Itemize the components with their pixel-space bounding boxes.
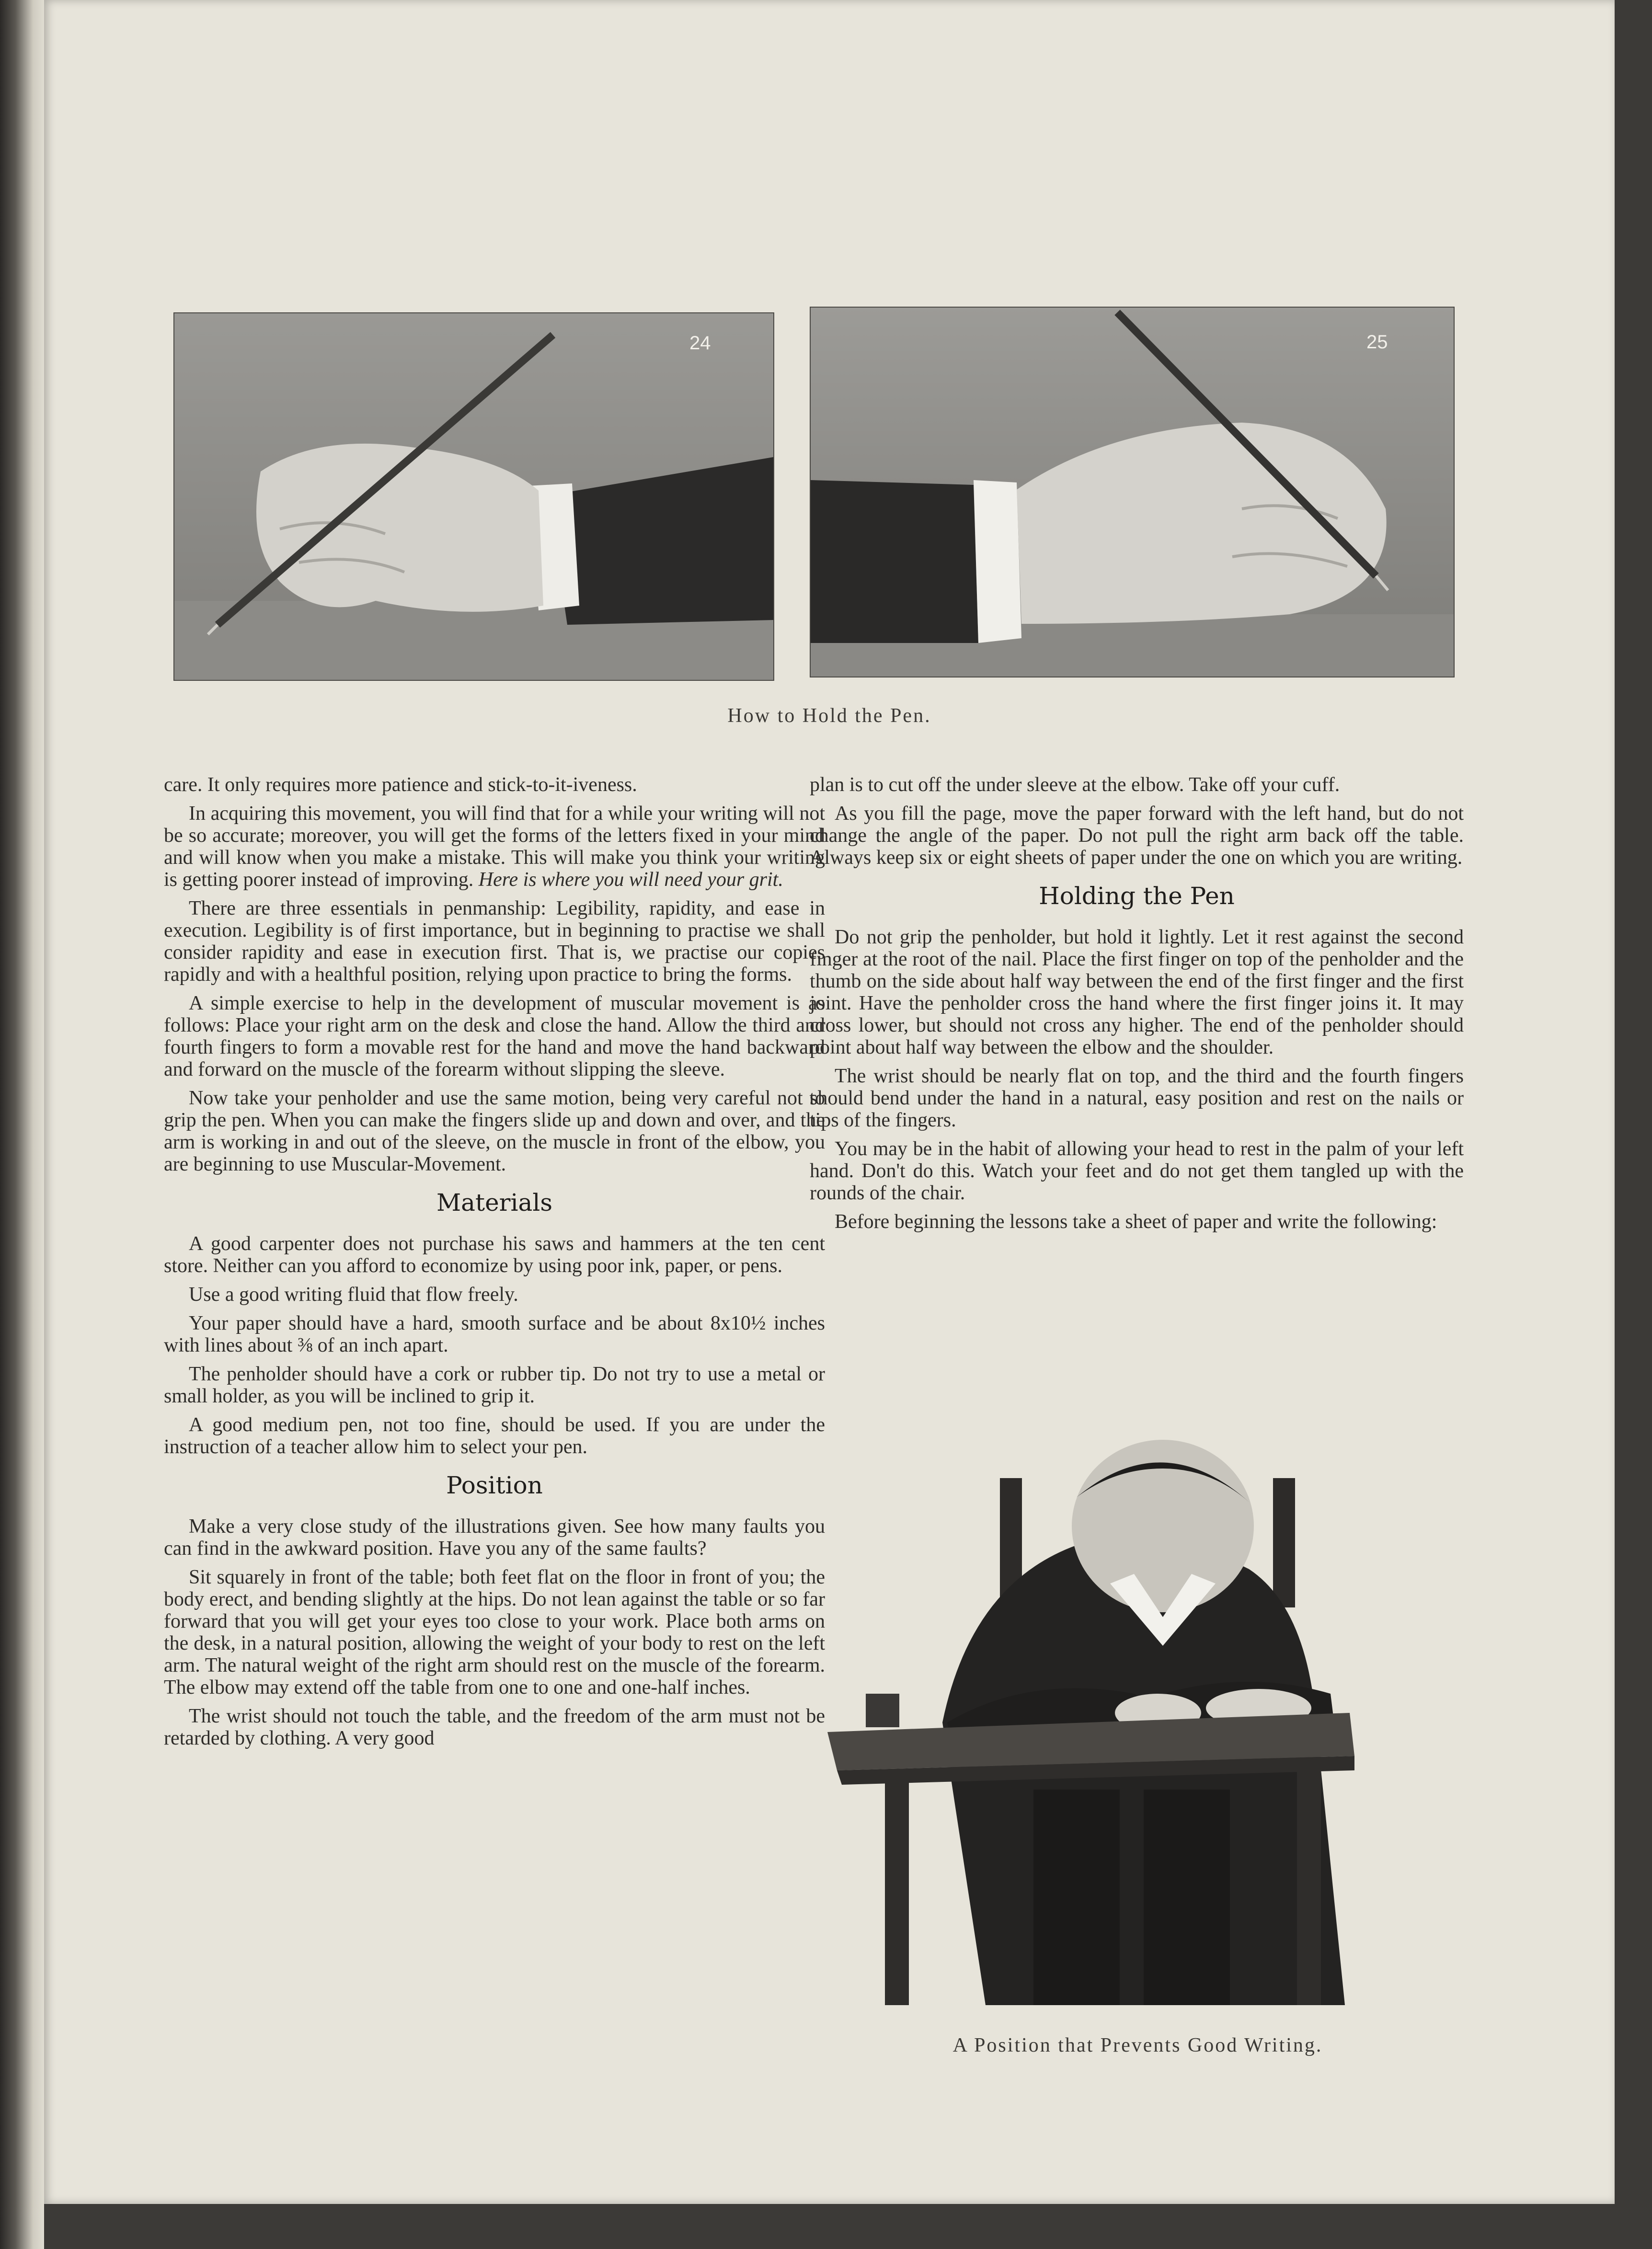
acquiring-text: In acquiring this movement, you will find that for a while your writing will not be so accurate; moreover, you will get the forms of the letters fixed in your mind and will know when you make a mistake. This will make you think your writing is getting poorer instead of improving. (164, 803, 825, 891)
plate-number-25: 25 (1366, 332, 1388, 353)
grit-emphasis: Here is where you will need your grit. (478, 869, 783, 891)
bad-writing-position-photo (827, 1425, 1450, 2005)
paragraph-wrist-clothing: The wrist should not touch the table, and the freedom of the arm must not be retarded by clothing. A very good (164, 1705, 825, 1749)
materials-heading: Materials (436, 1189, 553, 1216)
right-text-column (810, 774, 1464, 1239)
paragraph-three-essentials: There are three essentials in penmanship: Legibility, rapidity, and ease in execution. Legibility is of first importance, but in beginning to practise we shall consider rapidity and ease in execution first. That is, we practise our copies rapidly and with a healthful position, relying upon practice to bring the forms. (164, 897, 825, 986)
paragraph-writing-fluid: Use a good writing fluid that flow freely. (189, 1284, 518, 1306)
paragraph-medium-pen: A good medium pen, not too fine, should be used. If you are under the instruction of a teacher allow him to select your pen. (164, 1414, 825, 1458)
paragraph-sit-squarely: Sit squarely in front of the table; both feet flat on the floor in front of you; the body erect, and bending slightly at the hips. Do not lean against the table or so far forward that you will get your eyes too close to your work. Place both arms on the desk, in a natural position, allowing the weight of your body to rest on the left arm. The natural weight of the right arm should rest on the muscle of the forearm. The elbow may extend off the table from one to one and one-half inches. (164, 1566, 825, 1698)
pen-grip-illustration-25 (811, 308, 1454, 677)
paragraph-before-lessons: Before beginning the lessons take a sheet of paper and write the following: (835, 1211, 1437, 1233)
left-text-column (164, 774, 825, 1756)
pen-grip-illustration-24 (174, 313, 773, 680)
paragraph-simple-exercise: A simple exercise to help in the development of muscular movement is as follows: Place your right arm on the desk and close the hand. Allow the third and fourth fingers to form a movable rest for the hand and move the hand backward and forward on the muscle of the forearm without slipping the sleeve. (164, 992, 825, 1080)
paragraph-wrist-flat: The wrist should be nearly flat on top, and the third and the fourth fingers should bend under the hand in a natural, easy position and rest on the nails or tips of the fingers. (810, 1065, 1464, 1131)
pen-figure-caption: How to Hold the Pen. (727, 705, 931, 727)
paragraph-care: care. It only requires more patience and stick-to-it-iveness. (164, 774, 637, 796)
plate-number-24: 24 (689, 333, 711, 354)
hand-holding-pen-photo-25 (810, 307, 1455, 677)
book-spine (0, 0, 44, 2249)
paragraph-penholder-motion: Now take your penholder and use the same motion, being very careful not to grip the pen. When you can make the fingers slide up and down and over, and the arm is working in and out of the sleeve, on the muscle in front of the elbow, you are beginning to use Muscular-Movement. (164, 1087, 825, 1175)
paragraph-grip-lightly: Do not grip the penholder, but hold it lightly. Let it rest against the second finger at the root of the nail. Place the first finger on top of the penholder and the thumb on the side about half way between the end of the first finger and the first joint. Have the penholder cross the hand where the first finger joins it. It may cross lower, but should not cross any higher. The end of the penholder should point about half way between the elbow and the shoulder. (810, 926, 1464, 1058)
paragraph-paper: Your paper should have a hard, smooth surface and be about 8x10½ inches with lines about ⅜ of an inch apart. (164, 1312, 825, 1356)
paragraph-head-rest: You may be in the habit of allowing your head to rest in the palm of your left hand. Don't do this. Watch your feet and do not get them tangled up with the rounds of the chair. (810, 1138, 1464, 1204)
paragraph-penholder-tip: The penholder should have a cork or rubber tip. Do not try to use a metal or small holder, as you will be inclined to grip it. (164, 1363, 825, 1407)
position-heading: Position (446, 1471, 543, 1499)
position-figure-caption: A Position that Prevents Good Writing. (952, 2034, 1323, 2056)
paragraph-acquiring-movement (164, 803, 825, 891)
book-page (44, 0, 1615, 2204)
paragraph-carpenter: A good carpenter does not purchase his saws and hammers at the ten cent store. Neither can you afford to economize by using poor ink, paper, or pens. (164, 1233, 825, 1277)
hand-holding-pen-photo-24 (173, 312, 774, 681)
paragraph-fill-page: As you fill the page, move the paper forward with the left hand, but do not change the angle of the paper. Do not pull the right arm back off the table. Always keep six or eight sheets of paper under the one on which you are writing. (810, 803, 1464, 869)
slouching-writer-illustration (827, 1425, 1450, 2005)
paragraph-under-sleeve: plan is to cut off the under sleeve at the elbow. Take off your cuff. (810, 774, 1340, 796)
holding-pen-heading: Holding the Pen (1039, 882, 1235, 910)
paragraph-study-illustrations: Make a very close study of the illustrations given. See how many faults you can find in the awkward position. Have you any of the same faults? (164, 1515, 825, 1560)
